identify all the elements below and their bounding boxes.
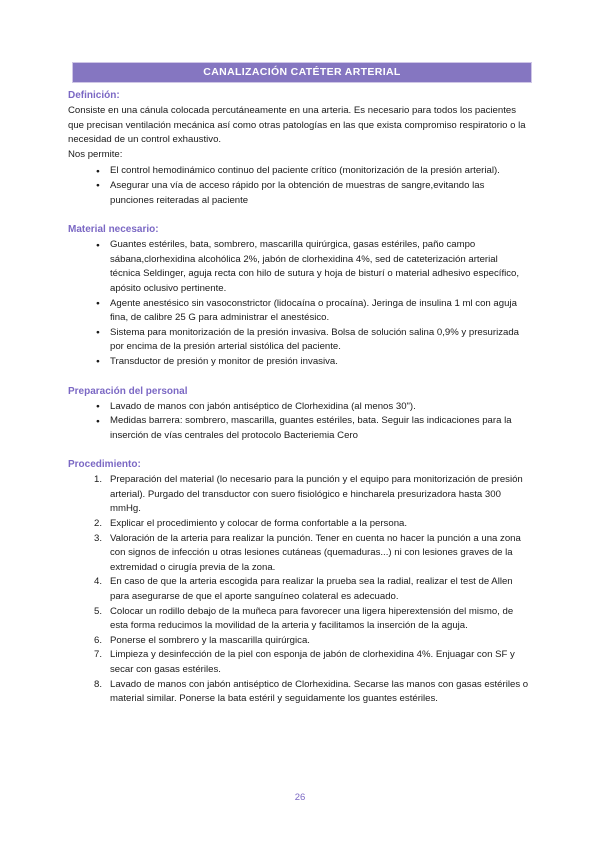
list-item: ● Guantes estériles, bata, sombrero, mascarilla quirúrgica, gasas estériles, paño campo sábana,clorhexidina alcohólica 2%, jabón de clorhexidina 4%, sed de cateterización arterial técnica Seldinger, aguja recta con hilo de sutura y hoja de bisturí o material adhesivo específico, apósito oclusivo pertinente. — [68, 238, 530, 296]
list-item: Lavado de manos con jabón antiséptico de Clorhexidina. Secarse las manos con gasas estériles o material similar. Ponerse la bata estéril y seguidamente los guantes estériles. — [110, 678, 529, 705]
definicion-bullet-list — [68, 164, 530, 208]
list-item: ● Sistema para monitorización de la presión invasiva. Bolsa de solución salina 0,9% y presurizada por encima de la presión arterial sistólica del paciente. — [68, 326, 530, 355]
list-item: Valoración de la arteria para realizar la punción. Tener en cuenta no hacer la punción a una zona con signos de infección u otras lesiones cutáneas (quemaduras...) ni con lesiones graves de la extremidad o cirugía previa de la zona. — [110, 532, 521, 573]
document-title-bar — [72, 62, 532, 83]
list-item: ● Transductor de presión y monitor de presión invasiva. — [68, 355, 530, 370]
list-item: ● Medidas barrera: sombrero, mascarilla, guantes estériles, bata. Seguir las indicaciones para la inserción de vías centrales del protocolo Bacteriemia Cero — [68, 414, 530, 443]
definicion-paragraph: Consiste en una cánula colocada percutáneamente en una arteria. Es necesario para todos los pacientes que precisan ventilación mecánica así como otras patologías en las que exista compromiso respiratorio o la necesidad de un control exhaustivo. — [68, 105, 526, 146]
material-necesario-bullet-list — [68, 238, 530, 369]
section-heading-preparacion-del-personal: Preparación del personal — [68, 385, 188, 397]
list-item: Preparación del material (lo necesario para la punción y el equipo para monitorización de presión arterial). Purgado del transductor con suero fisiológico e hincharela presurizadora hasta 300 mmHg. — [110, 474, 523, 515]
document-content — [68, 62, 530, 707]
definicion-lead-in: Nos permite: — [68, 148, 123, 160]
procedimiento-step-list — [68, 473, 530, 707]
section-heading-material-necesario: Material necesario: — [68, 224, 159, 236]
list-item: ● El control hemodinámico continuo del paciente crítico (monitorización de la presión arterial). — [68, 164, 530, 179]
list-item: Explicar el procedimiento y colocar de forma confortable a la persona. — [110, 518, 408, 530]
list-item: Colocar un rodillo debajo de la muñeca para favorecer una ligera hiperextensión del mismo, de esta forma reducimos la movilidad de la arteria y facilitamos la inserción de la aguja. — [110, 605, 514, 632]
page-number: 26 — [294, 792, 306, 803]
section-heading-procedimiento: Procedimiento: — [68, 459, 141, 471]
list-item: ● Agente anestésico sin vasoconstrictor (lidocaína o procaína). Jeringa de insulina 1 ml con aguja fina, de calibre 25 G para administrar el anestésico. — [68, 297, 530, 326]
list-item: ● Lavado de manos con jabón antiséptico de Clorhexidina (al menos 30"). — [68, 400, 530, 415]
list-item: Limpieza y desinfección de la piel con esponja de jabón de clorhexidina 4%. Enjuagar con SF y secar con gasas estériles. — [110, 649, 515, 675]
list-item: Ponerse el sombrero y la mascarilla quirúrgica. — [110, 634, 310, 646]
section-heading-definicion: Definición: — [68, 90, 120, 101]
list-item: En caso de que la arteria escogida para realizar la prueba sea la radial, realizar el test de Allen para asegurarse de que el aporte sanguíneo colateral es adecuado. — [110, 576, 513, 603]
list-item: ● Asegurar una vía de acceso rápido por la obtención de muestras de sangre,evitando las punciones reiteradas al paciente — [68, 179, 530, 208]
page-title: CANALIZACIÓN CATÉTER ARTERIAL — [203, 66, 401, 78]
preparacion-bullet-list — [68, 400, 530, 444]
